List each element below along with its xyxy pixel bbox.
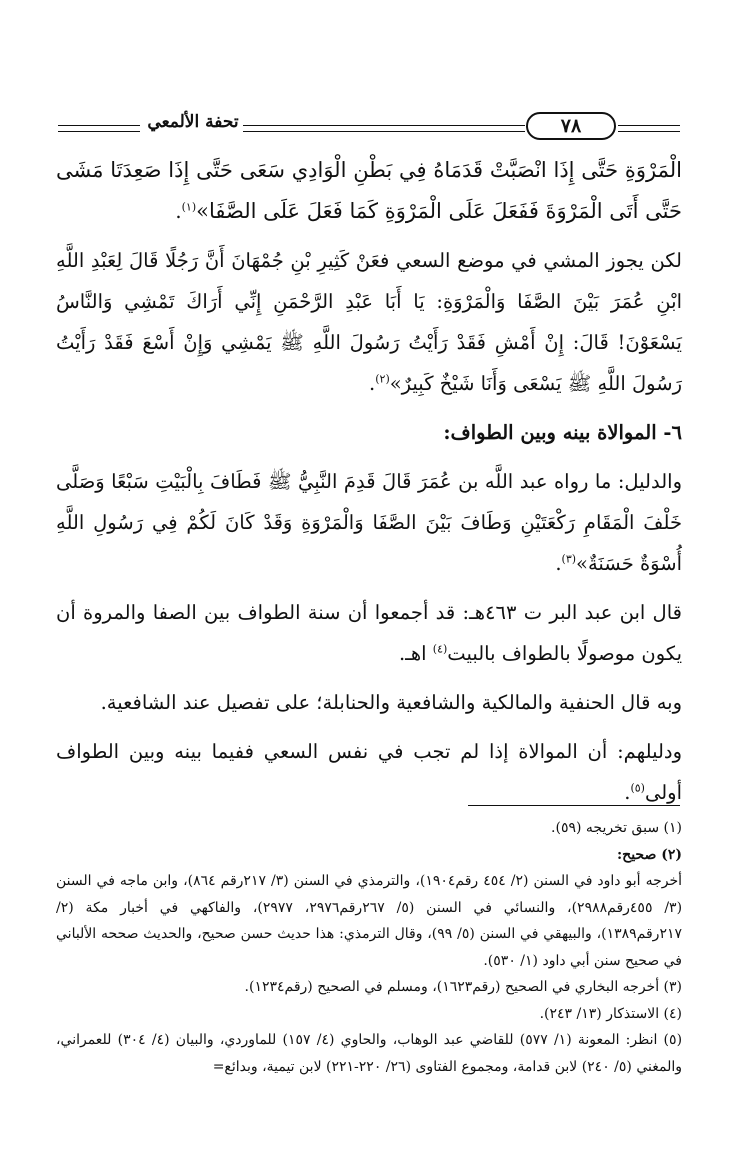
footnote-3: (٣) أخرجه البخاري في الصحيح (رقم١٦٢٣)، ومسلم في الصحيح (رقم١٢٣٤). <box>244 979 682 995</box>
hadith-text: والدليل: ما رواه عبد اللَّه بن عُمَرَ قَالَ قَدِمَ النَّبِيُّ ﷺ فَطَافَ بِالْبَيْتِ سَبْعًا وَصَلَّى خَلْفَ الْمَقَامِ رَكْعَتَيْنِ وَطَافَ بَيْنَ الصَّفَا وَالْمَرْوَةِ وَقَدْ كَانَ لَكُمْ فِي رَسُولِ اللَّهِ أُسْوَةٌ حَسَنَةٌ» <box>56 470 682 575</box>
paragraph-2: لكن يجوز المشي في موضع السعي فعَنْ كَثِيرِ بْنِ جُمْهَانَ أَنَّ رَجُلًا قَالَ لِعَبْدِ اللَّهِ ابْنِ عُمَرَ بَيْنَ الصَّفَا وَالْمَرْوَةِ: يَا أَبَا عَبْدِ الرَّحْمَنِ إِنِّي أَرَاكَ تَمْشِي وَالنَّاسُ يَسْعَوْنَ! قَالَ: إِنْ أَمْشِ فَقَدْ رَأَيْتُ رَسُولَ اللَّهِ ﷺ يَمْشِي وَإِنْ أَسْعَ فَقَدْ رَأَيْتُ رَسُولَ اللَّهِ ﷺ يَسْعَى وَأَنَا شَيْخٌ كَبِيرٌ»$^{(٢)}$. <box>56 249 682 395</box>
paragraph-5: وبه قال الحنفية والمالكية والشافعية والحنابلة؛ على تفصيل عند الشافعية. <box>100 691 682 714</box>
hadith-text: لكن يجوز المشي في موضع السعي فعَنْ كَثِيرِ بْنِ جُمْهَانَ أَنَّ رَجُلًا قَالَ لِعَبْدِ اللَّهِ ابْنِ عُمَرَ بَيْنَ الصَّفَا وَالْمَرْوَةِ: يَا أَبَا عَبْدِ الرَّحْمَنِ إِنِّي أَرَاكَ تَمْشِي وَالنَّاسُ يَسْعَوْنَ! قَالَ: إِنْ أَمْشِ فَقَدْ رَأَيْتُ رَسُولَ اللَّهِ ﷺ يَمْشِي وَإِنْ أَسْعَ فَقَدْ رَأَيْتُ رَسُولَ اللَّهِ ﷺ يَسْعَى وَأَنَا شَيْخٌ كَبِيرٌ» <box>56 249 682 395</box>
footnote-ref-3[interactable]: (٣) <box>561 552 577 566</box>
header-rule-left <box>58 125 140 132</box>
page-header <box>58 100 680 140</box>
paragraph-4 <box>56 592 682 674</box>
paragraph-1: الْمَرْوَةِ حَتَّى إِذَا انْصَبَّتْ قَدَمَاهُ فِي بَطْنِ الْوَادِي سَعَى حَتَّى إِذَا صَعِدَتَا مَشَى حَتَّى أَتَى الْمَرْوَةَ فَفَعَلَ عَلَى الْمَرْوَةِ كَمَا فَعَلَ عَلَى الصَّفَا»$^{(١)}$. <box>56 158 682 223</box>
paragraph-end: اهـ. <box>398 642 427 665</box>
footnote-ref-4[interactable]: (٤) <box>432 642 448 656</box>
footnote-ref-5[interactable]: (٥) <box>630 781 645 795</box>
paragraph-text: ودليلهم: أن الموالاة إذا لم تجب في نفس السعي ففيما بينه وبين الطواف أولى <box>56 740 682 804</box>
footnote-ref-1[interactable]: (١) <box>181 200 197 214</box>
footnotes <box>56 815 682 1080</box>
footnote-1: (١) سبق تخريجه (٥٩). <box>551 820 682 836</box>
section-heading: ٦- الموالاة بينه وبين الطواف: <box>443 421 682 444</box>
footnote-4: (٤) الاستذكار (١٣/ ٢٤٣). <box>539 1005 682 1022</box>
footnote-5: (٥) انظر: المعونة (١/ ٥٧٧) للقاضي عبد الوهاب، والحاوي (٤/ ١٥٧) للماوردي، والبيان (٤/ ٣٠٤) للعمراني، والمغني (٥/ ٢٤٠) لابن قدامة، ومجموع الفتاوى (٢٦/ ٢٢٠-٢٢١) لابن تيمية، وبدائع= <box>56 1032 683 1075</box>
header-rule-right <box>618 125 680 132</box>
main-text <box>56 150 682 821</box>
book-title: تحفة الألمعي <box>147 112 239 132</box>
footnote-2-body: أخرجه أبو داود في السنن (٢/ ٤٥٤ رقم١٩٠٤)، والترمذي في السنن (٣/ ٢١٧رقم ٨٦٤)، وابن ماجه في السنن (٣/ ٤٥٥رقم٢٩٨٨)، والنسائي في السنن (٥/ ٢٦٧رقم٢٩٧٦، ٢٩٧٧)، والفاكهي في أخبار مكة (٢/ ٢١٧رقم١٣٨٩)، والبيهقي في السنن (٥/ ٩٩)، وقال الترمذي: هذا حديث حسن صحيح، والحديث صححه الألباني في صحيح سنن أبي داود (١/ ٥٣٠). <box>56 873 683 969</box>
header-rule-middle <box>243 125 525 132</box>
paragraph-6: ودليلهم: أن الموالاة إذا لم تجب في نفس السعي ففيما بينه وبين الطواف أولى$^{(٥)}$. <box>56 740 682 804</box>
footnote-separator <box>468 805 680 806</box>
paragraph-text: قال ابن عبد البر ت ٤٦٣هـ: قد أجمعوا أن سنة الطواف بين الصفا والمروة أن يكون موصولًا بالطواف بالبيت <box>56 601 682 665</box>
page-number: ٧٨ <box>526 112 616 140</box>
paragraph-3: والدليل: ما رواه عبد اللَّه بن عُمَرَ قَالَ قَدِمَ النَّبِيُّ ﷺ فَطَافَ بِالْبَيْتِ سَبْعًا وَصَلَّى خَلْفَ الْمَقَامِ رَكْعَتَيْنِ وَطَافَ بَيْنَ الصَّفَا وَالْمَرْوَةِ وَقَدْ كَانَ لَكُمْ فِي رَسُولِ اللَّهِ أُسْوَةٌ حَسَنَةٌ»$^{(٣)}$. <box>56 470 682 575</box>
footnote-ref-2[interactable]: (٢) <box>375 372 390 386</box>
footnote-2-heading: (٢) صحيح: <box>616 846 682 863</box>
hadith-text: الْمَرْوَةِ حَتَّى إِذَا انْصَبَّتْ قَدَمَاهُ فِي بَطْنِ الْوَادِي سَعَى حَتَّى إِذَا صَعِدَتَا مَشَى حَتَّى أَتَى الْمَرْوَةَ فَفَعَلَ عَلَى الْمَرْوَةِ كَمَا فَعَلَ عَلَى الصَّفَا» <box>56 158 682 223</box>
